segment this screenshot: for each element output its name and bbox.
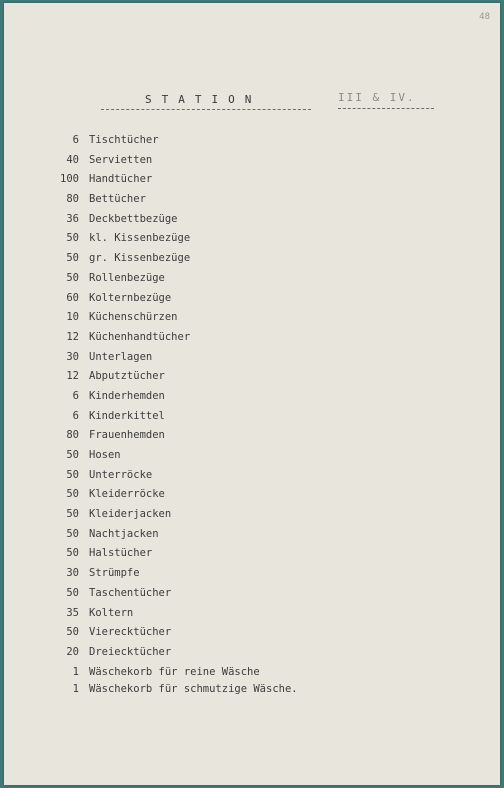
item-name: kl. Kissenbezüge [89,232,191,245]
item-name: Halstücher [89,547,153,560]
list-item [4,587,500,607]
item-quantity: 12 [66,330,79,343]
item-quantity: 1 [72,682,79,695]
list-item [4,547,500,567]
page-title: STATION [145,93,262,106]
item-quantity: 50 [66,626,79,639]
item-quantity: 50 [66,232,79,245]
item-quantity: 35 [66,606,79,619]
list-item [4,508,500,528]
list-item [4,134,500,154]
list-item [4,528,500,548]
list-item [4,488,500,508]
item-quantity: 10 [66,311,79,324]
item-quantity: 20 [66,645,79,658]
item-quantity: 50 [66,527,79,540]
list-item [4,173,500,193]
item-name: Kolternbezüge [89,291,172,304]
item-name: Vierecktücher [89,626,172,639]
item-quantity: 50 [66,271,79,284]
list-item [4,213,500,233]
list-item [4,272,500,292]
item-name: Wäschekorb für reine Wäsche [89,665,260,678]
item-quantity: 36 [66,212,79,225]
item-name: Tischtücher [89,134,159,146]
list-item [4,154,500,174]
list-item [4,232,500,252]
item-quantity: 100 [60,173,79,186]
list-item [4,370,500,390]
item-name: Kinderkittel [89,409,165,422]
item-quantity: 50 [66,547,79,560]
item-quantity: 50 [66,252,79,265]
item-name: Strümpfe [89,567,140,580]
item-name: Rollenbezüge [89,271,165,284]
item-name: Taschentücher [89,586,172,599]
list-item [4,429,500,449]
item-name: Kinderhemden [89,389,165,402]
title-underline [101,109,311,110]
item-quantity: 80 [66,429,79,442]
item-quantity: 1 [72,665,79,678]
list-item [4,292,500,312]
list-item [4,666,500,683]
item-quantity: 50 [66,488,79,501]
item-name: Handtücher [89,173,153,186]
item-name: Küchenschürzen [89,311,178,324]
item-quantity: 50 [66,468,79,481]
item-name: Wäschekorb für schmutzige Wäsche. [89,682,298,695]
list-item [4,607,500,627]
item-name: Dreiecktücher [89,645,172,658]
item-quantity: 60 [66,291,79,304]
item-name: Kleiderröcke [89,488,165,501]
list-item [4,193,500,213]
item-quantity: 30 [66,567,79,580]
item-name: Hosen [89,449,121,461]
list-item [4,626,500,646]
list-item [4,311,500,331]
item-quantity: 80 [66,193,79,206]
item-name: Küchenhandtücher [89,330,191,343]
list-item [4,449,500,469]
item-quantity: 6 [72,134,79,146]
list-item [4,410,500,430]
item-name: Unterlagen [89,350,153,363]
page-number: 48 [479,12,490,22]
list-item [4,646,500,666]
item-name: Koltern [89,606,134,619]
item-name: Unterröcke [89,468,153,481]
list-item [4,390,500,410]
item-quantity: 50 [66,586,79,599]
item-quantity: 50 [66,508,79,521]
item-name: Bettücher [89,193,146,206]
item-name: gr. Kissenbezüge [89,252,191,265]
item-quantity: 50 [66,449,79,461]
item-name: Deckbettbezüge [89,212,178,225]
item-quantity: 12 [66,370,79,383]
list-item [4,567,500,587]
item-quantity: 6 [72,389,79,402]
item-name: Nachtjacken [89,527,159,540]
document-page [4,3,500,785]
list-item [4,252,500,272]
item-quantity: 40 [66,153,79,166]
list-item [4,683,500,700]
item-name: Frauenhemden [89,429,165,442]
list-item [4,469,500,489]
item-quantity: 6 [72,409,79,422]
item-name: Servietten [89,153,153,166]
station-number-underline [338,108,434,109]
item-name: Abputztücher [89,370,165,383]
inventory-list [4,134,500,700]
item-name: Kleiderjacken [89,508,172,521]
list-item [4,351,500,371]
item-quantity: 30 [66,350,79,363]
station-number: III & IV. [338,91,416,104]
list-item [4,331,500,351]
